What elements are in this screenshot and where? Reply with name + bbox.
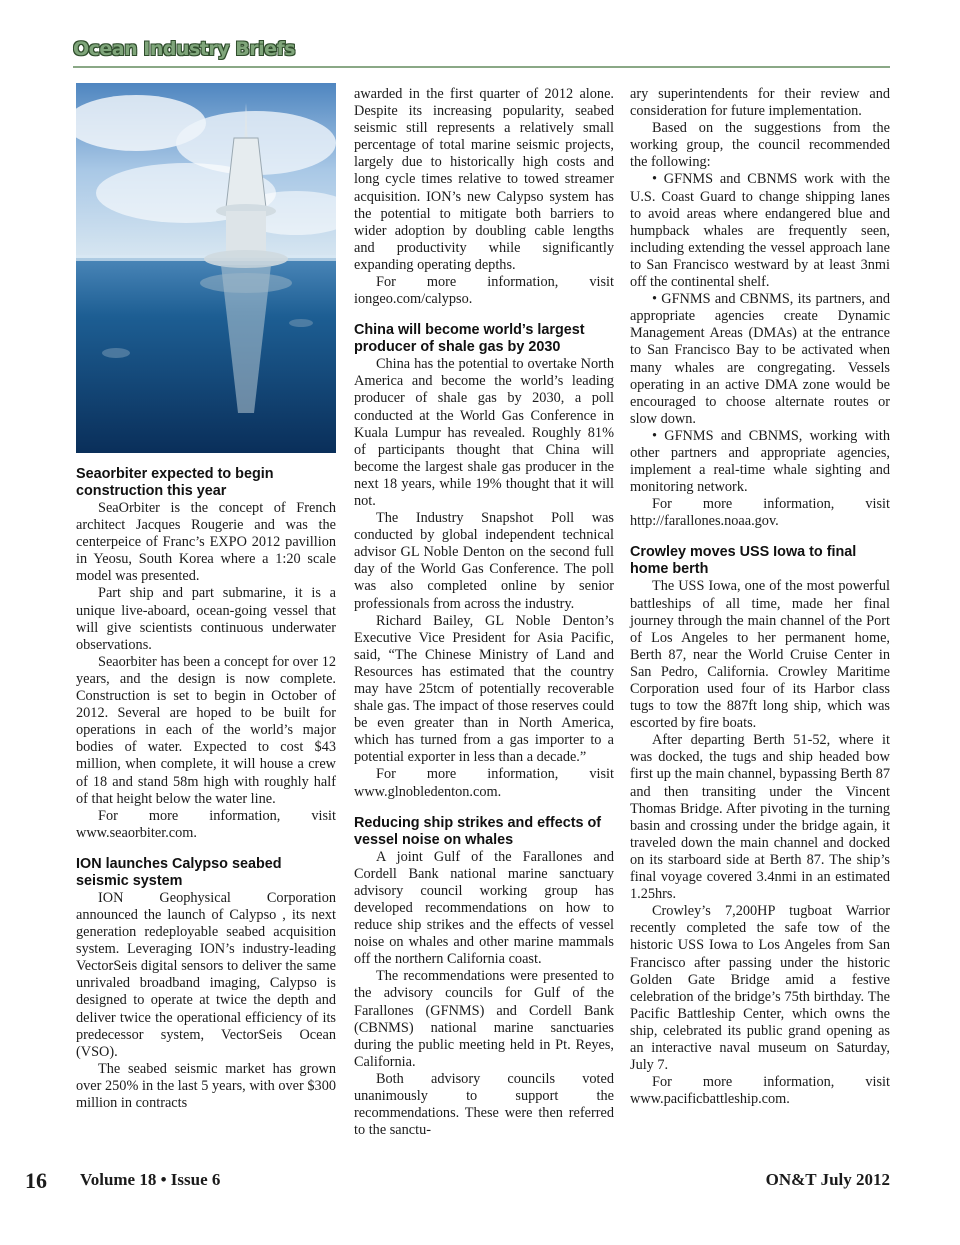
iowa-paragraph: For more information, visit www.pacificbattleship.com. — [630, 1074, 890, 1108]
seaorbiter-paragraph: SeaOrbiter is the concept of French architect Jacques Rougerie and was the centerpeice of Franc’s EXPO 2012 pavillion in Yeosu, South Korea where a 1:20 scale model was presented. — [76, 500, 336, 585]
column-1 — [76, 83, 336, 1112]
ion-paragraph: For more information, visit iongeo.com/calypso. — [354, 274, 614, 308]
whales-paragraph: ary superintendents for their review and consideration for future implementation. — [630, 86, 890, 120]
china-paragraph: China has the potential to overtake North America and become the world’s leading producer of shale gas by 2030, a poll conducted at the World Gas Conference in Kuala Lumpur has revealed. Roughly 81% of participants thought that China will become the largest shale gas producer in the next 18 years, while 19% thought that it will not. — [354, 356, 614, 509]
section-title: Ocean Industry Briefs — [73, 38, 296, 60]
ion-paragraph: ION Geophysical Corporation announced the launch of Calypso , its next generation redeployable seabed acquisition system. Leveraging ION’s industry-leading VectorSeis digital sensors to deliver the same unrivaled broadband imaging, Calypso is designed to operate at twice the depth and deliver twice the operational efficiency of its predecessor system, VectorSeis Ocean (VSO). — [76, 889, 336, 1060]
whales-paragraph: The recommendations were presented to the advisory councils for Gulf of the Farallones (GFNMS) and Cordell Bank (CBNMS) national marine sanctuaries during the public meeting held in Pt. Reyes, California. — [354, 968, 614, 1070]
iowa-headline: Crowley moves USS Iowa to final home berth — [630, 544, 857, 578]
whales-paragraph: Both advisory councils voted unanimously to support the recommendations. These were then referred to the sanctu- — [354, 1070, 614, 1139]
publication-date: ON&T July 2012 — [765, 1170, 890, 1189]
whales-bullet: • GFNMS and CBNMS, its partners, and appropriate agencies create Dynamic Management Areas (DMAs) at the entrance to San Francisco Bay to be activated when many whales are congregating. Vessels operating in an active DMA zone would be encouraged to choose alternate routes or slow down. — [630, 291, 890, 427]
volume-issue: Volume 18 • Issue 6 — [80, 1170, 221, 1189]
header-rule — [73, 66, 890, 68]
iowa-paragraph: Crowley’s 7,200HP tugboat Warrior recently completed the safe tow of the historic USS Iowa to Los Angeles from San Francisco after passing under the historic Golden Gate Bridge amid a festive celebration of the bridge’s 75th birthday. The Pacific Battleship Center, which owns the ship, celebrated its public grand opening as an interactive naval museum on Saturday, July 7. — [630, 903, 890, 1074]
ion-headline: ION launches Calypso seabed seismic system — [76, 855, 282, 889]
whales-bullet: • GFNMS and CBNMS work with the U.S. Coast Guard to change shipping lanes to avoid areas where endangered blue and humpback whales are frequently seen, including extending the vessel approach lane to San Francisco westward by at least 3nmi off the continental shelf. — [630, 171, 890, 291]
china-paragraph: Richard Bailey, GL Noble Denton’s Executive Vice President for Asia Pacific, said, “The Chinese Ministry of Land and Resources has estimated that the country may have 25tcm of potentially recoverable shale gas. The impact of those reserves could be even greater than in North America, which has turned from a gas importer to a potential exporter in less than a decade.” — [354, 612, 614, 766]
seaorbiter-paragraph: For more information, visit www.seaorbiter.com. — [76, 807, 336, 841]
column-3 — [630, 86, 890, 1108]
iowa-paragraph: After departing Berth 51-52, where it was docked, the tugs and ship headed bow first up the main channel, bypassing Berth 87 and then transiting under the Vincent Thomas Bridge. After pivoting in the turning basin and crossing under the bridge again, it traveled down the main channel and docked on its starboard side at Berth 87. The ship’s final voyage covered 3.4nmi in an estimated 1.25hrs. — [630, 732, 890, 903]
seaorbiter-paragraph: Part ship and part submarine, it is a unique live-aboard, ocean-going vessel that will give scientists continuous underwater observations. — [76, 585, 336, 653]
ion-paragraph: The seabed seismic market has grown over 250% in the last 5 years, with over $300 million in contracts — [76, 1060, 336, 1111]
seaorbiter-photo — [76, 83, 336, 453]
seaorbiter-paragraph: Seaorbiter has been a concept for over 12 years, and the design is now complete. Construction is set to begin in October of 2012. Several are hoped to be built for operations in each of the world’s major bodies of water. Expected to cost $43 million, when complete, it will house a crew of 18 and stand 58m high with roughly half of that height below the water line. — [76, 653, 336, 807]
whales-paragraph: Based on the suggestions from the working group, the council recommended the following: — [630, 120, 890, 171]
seaorbiter-illustration — [76, 83, 336, 453]
whales-paragraph: For more information, visit http://farallones.noaa.gov. — [630, 496, 890, 530]
china-headline: China will become world’s largest producer of shale gas by 2030 — [354, 322, 585, 356]
whales-headline: Reducing ship strikes and effects of vessel noise on whales — [354, 814, 602, 848]
china-paragraph: For more information, visit www.glnobledenton.com. — [354, 766, 614, 800]
column-2 — [354, 86, 614, 1139]
seaorbiter-headline: Seaorbiter expected to begin construction this year — [76, 466, 274, 499]
china-paragraph: The Industry Snapshot Poll was conducted by global independent technical advisor GL Noble Denton on the second full day of the World Gas Conference. The poll was also completed online by senior professionals from across the industry. — [354, 510, 614, 612]
page-number: 16 — [25, 1168, 47, 1193]
page-footer — [25, 1170, 890, 1192]
iowa-paragraph: The USS Iowa, one of the most powerful battleships of all time, made her final journey through the main channel of the Port of Los Angeles to her permanent home, Berth 87, near the World Cruise Center in San Pedro, California. Crowley Maritime Corporation used four of its Harbor class tugs to tow the 887ft long ship, which was escorted by fire boats. — [630, 578, 890, 732]
whales-paragraph: A joint Gulf of the Farallones and Cordell Bank national marine sanctuary advisory council working group has developed recommendations on how to reduce ship strikes and the effects of vessel noise on whales and other marine mammals off the northern California coast. — [354, 848, 614, 968]
whales-bullet: • GFNMS and CBNMS, working with other partners and appropriate agencies, implement a real-time whale sighting and monitoring network. — [630, 427, 890, 496]
ion-paragraph: awarded in the first quarter of 2012 alone. Despite its increasing popularity, seabed seismic still represents a relatively small percentage of total marine seismic projects, largely due to historically high costs and long cycle times relative to towed streamer acquisition. ION’s new Calypso system has the potential to mitigate both barriers to wider adoption by doubling cable lengths and productivity while significantly expanding operating depths. — [354, 86, 614, 273]
